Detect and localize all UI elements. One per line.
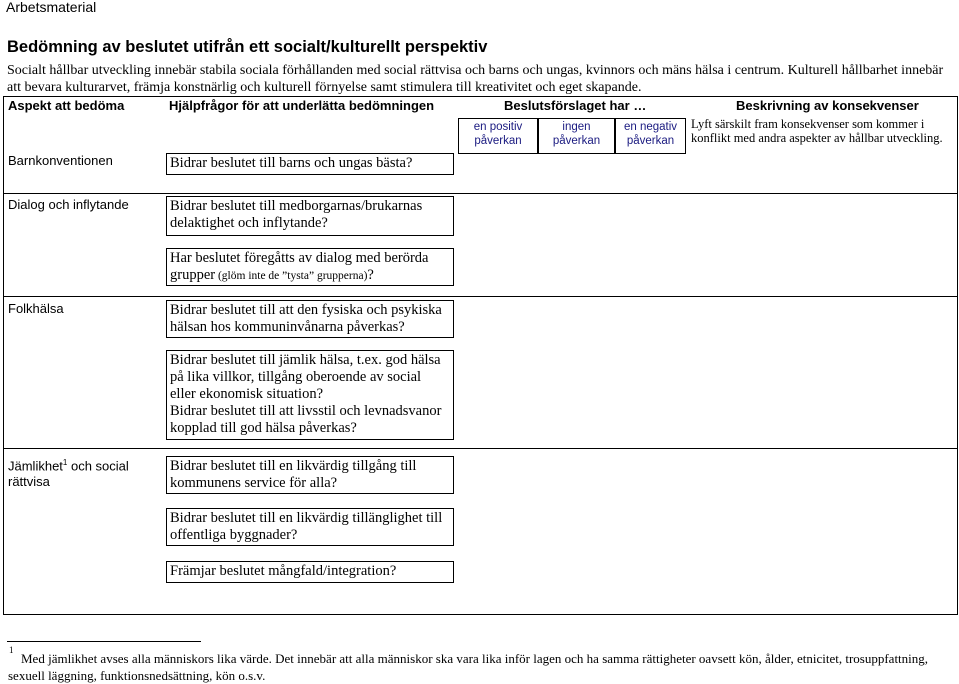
question-box-dialogue[interactable] <box>166 248 454 286</box>
question-text: Bidrar beslutet till att den fysiska och psykiska hälsan hos kommuninvånarna påverkas? <box>170 302 442 335</box>
effect-negative-box[interactable] <box>615 118 686 154</box>
footnote-reference: 1 <box>62 458 68 467</box>
row-divider <box>3 296 958 297</box>
question-text: Bidrar beslutet till medborgarnas/brukarnas delaktighet och inflytande? <box>170 198 423 231</box>
header-aspect: Aspekt att bedöma <box>8 98 125 113</box>
effect-none-box[interactable] <box>538 118 615 154</box>
effect-none-label: ingen påverkan <box>552 121 601 147</box>
aspect-equality-prefix: Jämlikhet <box>8 458 63 474</box>
consequence-hint: Lyft särskilt fram konsekvenser som kommer i konflikt med andra aspekter av hållbar utveckling. <box>691 117 943 145</box>
aspect-public-health: Folkhälsa <box>8 301 64 316</box>
question-box-child-best[interactable] <box>166 153 454 175</box>
aspect-dialogue: Dialog och inflytande <box>8 197 129 212</box>
row-divider <box>3 448 958 449</box>
question-text: Bidrar beslutet till en likvärdig tillgång till kommunens service för alla? <box>170 458 417 491</box>
question-text: Bidrar beslutet till jämlik hälsa, t.ex. god hälsa på lika villkor, tillgång oberoende av social eller ekonomisk situation? <box>170 352 441 402</box>
question-box-diversity[interactable] <box>166 561 454 583</box>
footnote-marker: 1 <box>9 645 14 655</box>
question-box-service[interactable] <box>166 456 454 494</box>
header-consequences: Beskrivning av konsekvenser <box>736 98 919 113</box>
aspect-child-convention: Barnkonventionen <box>8 153 113 168</box>
question-text: Bidrar beslutet till att livsstil och levnadsvanor kopplad till god hälsa påverkas? <box>170 403 442 436</box>
question-box-equal-health[interactable] <box>166 350 454 440</box>
footnote-text: Med jämlikhet avses alla människors lika värde. Det innebär att alla människor ska vara lika inför lagen och ha samma rättigheter oavsett kön, ålder, etnicitet, trosuppfattning, sexuell läggning, funktionsnedsättning, kön o.s.v. <box>8 651 929 683</box>
row-divider <box>3 193 958 194</box>
question-text: Bidrar beslutet till en likvärdig tillänglighet till offentliga byggnader? <box>170 510 443 543</box>
question-end: ? <box>367 267 374 283</box>
question-note: (glöm inte de ”tysta” grupperna) <box>215 270 368 282</box>
document-type-label: Arbetsmaterial <box>6 0 97 15</box>
effect-positive-label: en positiv påverkan <box>473 121 523 147</box>
question-box-health[interactable] <box>166 300 454 338</box>
page-title: Bedömning av beslutet utifrån ett socialt/kulturellt perspektiv <box>7 38 488 56</box>
header-proposal: Beslutsförslaget har … <box>504 98 647 113</box>
effect-positive-box[interactable] <box>458 118 538 154</box>
question-box-accessibility[interactable] <box>166 508 454 546</box>
intro-paragraph: Socialt hållbar utveckling innebär stabila sociala förhållanden med social rättvisa och barns och ungas, kvinnors och mäns hälsa i centrum. Kulturell hållbarhet innebär att bevara kulturarvet, främja konstnärlig och kulturell förnyelse samt stimulera till kreativitet och eget skapande. <box>7 63 944 95</box>
question-text: Har beslutet föregåtts av dialog med berörda grupper <box>170 250 429 283</box>
header-questions: Hjälpfrågor för att underlätta bedömningen <box>169 98 435 113</box>
footnote-separator <box>7 641 201 642</box>
question-text: Bidrar beslutet till barns och ungas bästa? <box>170 155 413 171</box>
aspect-equality <box>8 455 138 490</box>
question-box-participation[interactable] <box>166 196 454 236</box>
question-text: Främjar beslutet mångfald/integration? <box>170 563 397 579</box>
effect-negative-label: en negativ påverkan <box>623 121 678 147</box>
assessment-table <box>3 96 958 615</box>
aspect-equality-suffix: och social rättvisa <box>8 458 129 490</box>
